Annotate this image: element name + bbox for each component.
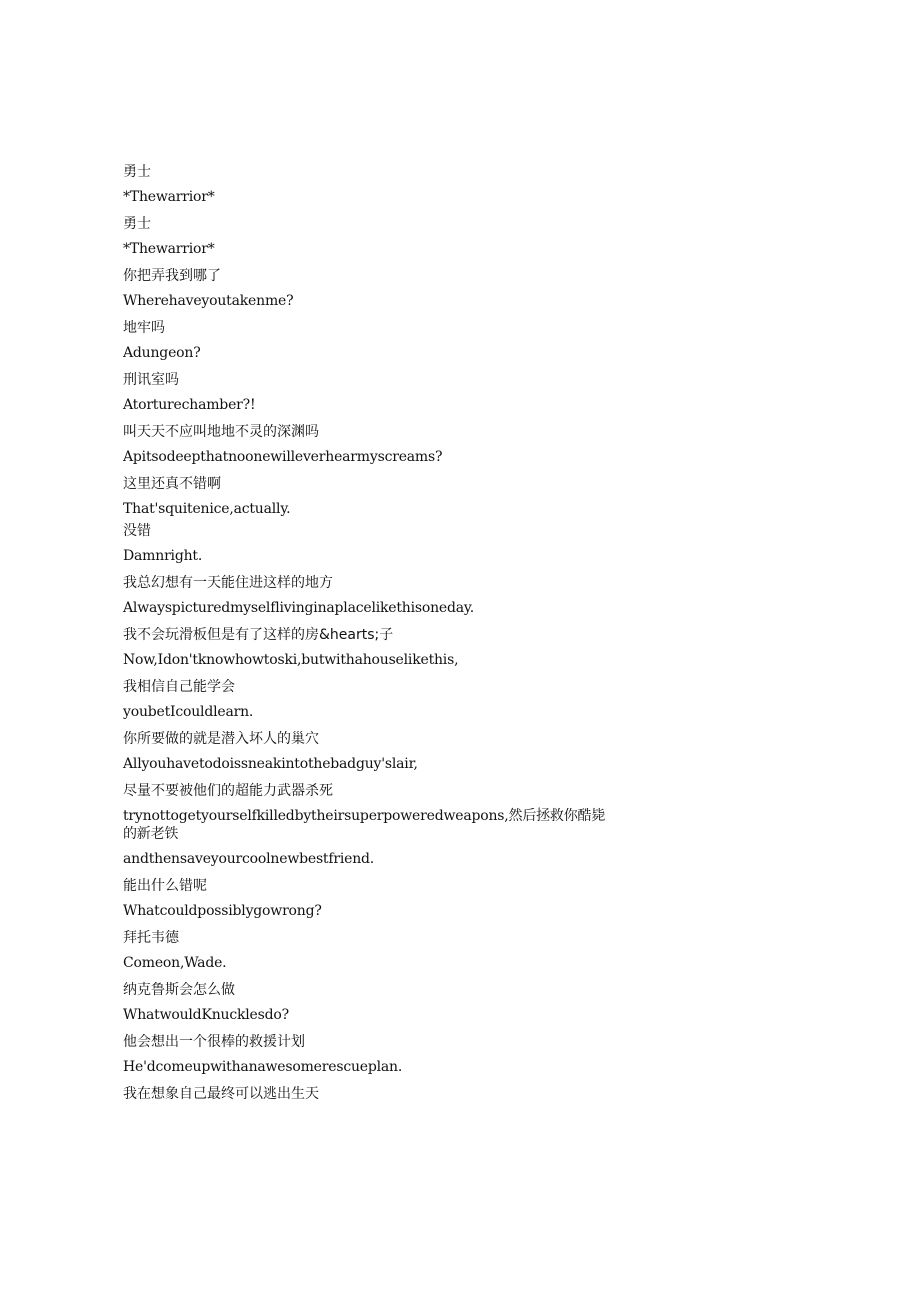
subtitle-line-zh: 你把弄我到哪了 [123, 268, 221, 284]
subtitle-line-en: Whatcouldpossiblygowrong? [123, 903, 322, 919]
subtitle-line-en: Now,Idon'tknowhowtoski,butwithahouselikethis, [123, 652, 459, 668]
subtitle-line-en: Atorturechamber?! [123, 397, 256, 413]
subtitle-line-en: He'dcomeupwithanawesomerescueplan. [123, 1059, 403, 1075]
subtitle-line-zh: 我总幻想有一天能住进这样的地方 [123, 575, 333, 591]
subtitle-line-en: Allyouhavetodoissneakintothebadguy'slair, [123, 756, 418, 772]
subtitle-line-en: That'squitenice,actually. [123, 501, 291, 517]
subtitle-line-en: Apitsodeepthatnoonewilleverhearmyscreams? [123, 449, 443, 465]
subtitle-line-zh: 我相信自己能学会 [123, 679, 235, 695]
subtitle-line-en: Comeon,Wade. [123, 955, 227, 971]
subtitle-line-en: youbetIcouldlearn. [123, 704, 254, 720]
subtitle-line-zh: 纳克鲁斯会怎么做 [123, 982, 235, 998]
subtitle-line-zh: 刑讯室吗 [123, 372, 179, 388]
subtitle-line-zh: 勇士 [123, 164, 151, 180]
subtitle-line-zh: 我在想象自己最终可以逃出生天 [123, 1086, 319, 1102]
subtitle-line-zh: 他会想出一个很棒的救援计划 [123, 1034, 305, 1050]
subtitle-line-zh: 勇士 [123, 216, 151, 232]
subtitle-line-en: Damnright. [123, 548, 203, 564]
subtitle-line-zh: 拜托韦德 [123, 930, 179, 946]
subtitle-line-en: Wherehaveyoutakenme? [123, 293, 294, 309]
subtitle-line-en: andthensaveyourcoolnewbestfriend. [123, 851, 375, 867]
subtitle-line-zh: 这里还真不错啊 [123, 476, 221, 492]
subtitle-line-zh: 能出什么错呢 [123, 878, 207, 894]
subtitle-transcript [123, 163, 623, 1103]
subtitle-line-zh: 我不会玩滑板但是有了这样的房&hearts;子 [123, 627, 394, 643]
subtitle-line-en: WhatwouldKnucklesdo? [123, 1007, 289, 1023]
subtitle-line-zh: 叫天天不应叫地地不灵的深渊吗 [123, 424, 319, 440]
subtitle-line-zh: 尽量不要被他们的超能力武器杀死 [123, 783, 333, 799]
subtitle-line-zh: 地牢吗 [123, 320, 165, 336]
subtitle-line-en: *Thewarrior* [123, 189, 215, 205]
subtitle-line-en: *Thewarrior* [123, 241, 215, 257]
subtitle-line-en: Alwayspicturedmyselflivinginaplacelikethisoneday. [123, 600, 475, 616]
subtitle-line-zh: 你所要做的就是潜入坏人的巢穴 [123, 731, 319, 747]
subtitle-line-en-wrapped: trynottogetyourselfkilledbytheirsuperpoweredweapons,然后拯救你酷毙的新老铁 [123, 808, 606, 842]
subtitle-line-zh: 没错 [123, 523, 151, 539]
subtitle-line-en: Adungeon? [123, 345, 201, 361]
